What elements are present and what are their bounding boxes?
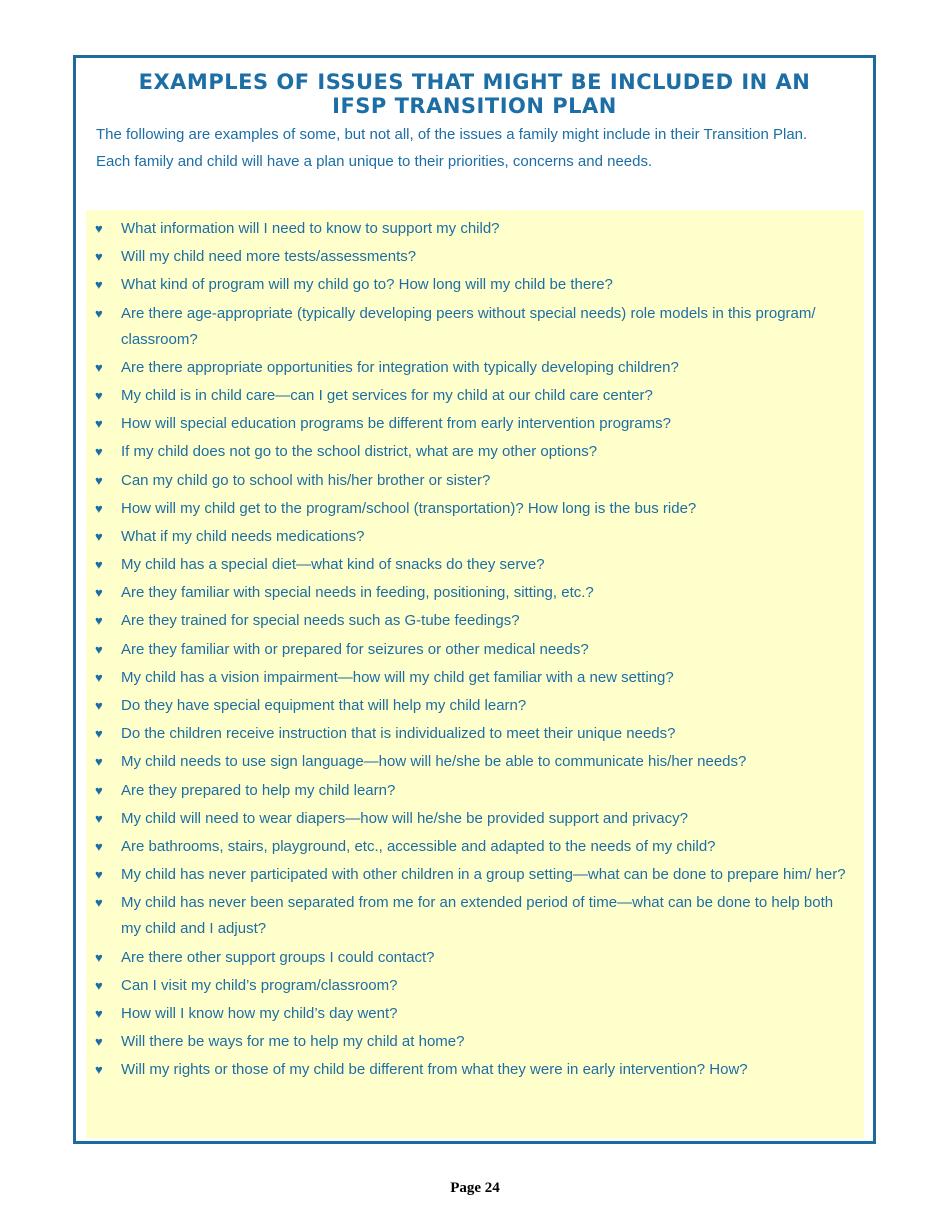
list-item-text: Will my rights or those of my child be different from what they were in early intervention? How? xyxy=(121,1061,748,1079)
list-item xyxy=(95,301,855,353)
heart-icon: ♥ xyxy=(95,641,103,657)
heart-icon: ♥ xyxy=(95,444,103,460)
intro-line-2: Each family and child will have a plan unique to their priorities, concerns and needs. xyxy=(96,152,653,170)
list-item xyxy=(95,468,855,494)
list-item xyxy=(95,637,855,663)
list-item xyxy=(95,1001,855,1027)
list-item-text: Will my child need more tests/assessments? xyxy=(121,248,417,266)
heart-icon: ♥ xyxy=(95,585,103,601)
list-item-text: Are they familiar with special needs in feeding, positioning, sitting, etc.? xyxy=(121,584,594,602)
list-item xyxy=(95,945,855,971)
list-item-text: If my child does not go to the school district, what are my other options? xyxy=(121,443,598,461)
list-item xyxy=(95,411,855,437)
heart-icon: ♥ xyxy=(95,838,103,854)
list-item-text: Can I visit my child’s program/classroom? xyxy=(121,976,398,994)
list-item xyxy=(95,862,855,888)
heart-icon: ♥ xyxy=(95,1034,103,1050)
page-title xyxy=(76,70,873,118)
list-item xyxy=(95,608,855,634)
list-item xyxy=(95,580,855,606)
heart-icon: ♥ xyxy=(95,249,103,265)
heart-icon: ♥ xyxy=(95,500,103,516)
heart-icon: ♥ xyxy=(95,698,103,713)
list-item-text: Are there other support groups I could contact? xyxy=(121,948,435,966)
list-item xyxy=(95,693,855,719)
heart-icon: ♥ xyxy=(95,977,103,993)
heart-icon: ♥ xyxy=(95,613,103,629)
heart-icon: ♥ xyxy=(95,416,103,432)
list-item xyxy=(95,244,855,270)
list-item xyxy=(95,383,855,409)
list-item-text: Do the children receive instruction that is individualized to meet their unique needs? xyxy=(121,725,676,743)
list-item-text: What kind of program will my child go to? How long will my child be there? xyxy=(121,276,613,294)
heart-icon: ♥ xyxy=(95,277,103,293)
list-item-text: My child has a vision impairment—how will my child get familiar with a new setting? xyxy=(121,668,674,686)
list-item-text: My child has never been separated from me for an extended period of time—what can be done to help both my child and I adjust? xyxy=(121,894,834,938)
list-item-text: What information will I need to know to support my child? xyxy=(121,220,500,237)
title-line-2: IFSP TRANSITION PLAN xyxy=(332,94,617,118)
heart-icon: ♥ xyxy=(95,895,103,911)
list-item xyxy=(95,496,855,522)
list-item xyxy=(95,272,855,298)
heart-icon: ♥ xyxy=(95,810,103,826)
list-item xyxy=(95,355,855,381)
list-item-text: My child will need to wear diapers—how will he/she be provided support and privacy? xyxy=(121,809,688,827)
list-item xyxy=(95,834,855,860)
list-item-text: Are there age-appropriate (typically developing peers without special needs) role models in this program/ classroom? xyxy=(121,304,816,348)
list-item xyxy=(95,749,855,775)
heart-icon: ♥ xyxy=(95,528,103,544)
list-item xyxy=(95,665,855,691)
list-item-text: My child is in child care—can I get services for my child at our child care center? xyxy=(121,386,653,404)
heart-icon: ♥ xyxy=(95,472,103,488)
page-number: Page 24 xyxy=(450,1180,500,1196)
list-item-text: My child has never participated with other children in a group setting—what can be done to prepare him/ her? xyxy=(121,866,846,884)
list-item-text: Are they prepared to help my child learn? xyxy=(121,781,396,799)
list-item xyxy=(95,524,855,550)
intro-line-1: The following are examples of some, but not all, of the issues a family might include in their Transition Plan. xyxy=(96,126,808,143)
content-frame xyxy=(73,55,876,1144)
heart-icon: ♥ xyxy=(95,1062,103,1078)
list-item xyxy=(95,439,855,465)
list-item-text: How will my child get to the program/school (transportation)? How long is the bus ride? xyxy=(121,499,697,517)
heart-icon: ♥ xyxy=(95,1005,103,1021)
title-line-1: EXAMPLES OF ISSUES THAT MIGHT BE INCLUDED IN AN xyxy=(138,70,811,94)
heart-icon: ♥ xyxy=(95,754,103,770)
heart-icon: ♥ xyxy=(95,782,103,798)
list-item xyxy=(95,552,855,578)
list-item-text: Are they familiar with or prepared for seizures or other medical needs? xyxy=(121,640,589,658)
heart-icon: ♥ xyxy=(95,221,103,236)
heart-icon: ♥ xyxy=(95,867,103,883)
list-item-text: My child needs to use sign language—how will he/she be able to communicate his/her needs? xyxy=(121,753,747,771)
heart-icon: ♥ xyxy=(95,387,103,403)
list-item-text: Can my child go to school with his/her brother or sister? xyxy=(121,471,491,489)
list-item-text: Are there appropriate opportunities for integration with typically developing children? xyxy=(121,358,679,376)
heart-icon: ♥ xyxy=(95,949,103,965)
list-item-text: Are they trained for special needs such as G-tube feedings? xyxy=(121,612,520,630)
heart-icon: ♥ xyxy=(95,726,103,742)
list-item-text: What if my child needs medications? xyxy=(121,527,365,545)
questions-list xyxy=(95,216,855,1085)
list-item xyxy=(95,890,855,942)
heart-icon: ♥ xyxy=(95,669,103,685)
list-item-text: My child has a special diet—what kind of snacks do they serve? xyxy=(121,556,545,574)
list-item-text: How will special education programs be different from early intervention programs? xyxy=(121,415,671,433)
list-item-text: Will there be ways for me to help my child at home? xyxy=(121,1033,465,1051)
list-item xyxy=(95,1057,855,1083)
heart-icon: ♥ xyxy=(95,359,103,375)
list-item xyxy=(95,1029,855,1055)
list-item xyxy=(95,973,855,999)
list-item xyxy=(95,216,855,242)
heart-icon: ♥ xyxy=(95,305,103,321)
list-item-text: Do they have special equipment that will help my child learn? xyxy=(121,697,527,714)
heart-icon: ♥ xyxy=(95,557,103,573)
list-item xyxy=(95,806,855,832)
list-item xyxy=(95,778,855,804)
intro-text xyxy=(96,122,853,175)
list-item-text: Are bathrooms, stairs, playground, etc., accessible and adapted to the needs of my child? xyxy=(121,837,716,855)
list-item xyxy=(95,721,855,747)
list-item-text: How will I know how my child’s day went? xyxy=(121,1004,398,1022)
